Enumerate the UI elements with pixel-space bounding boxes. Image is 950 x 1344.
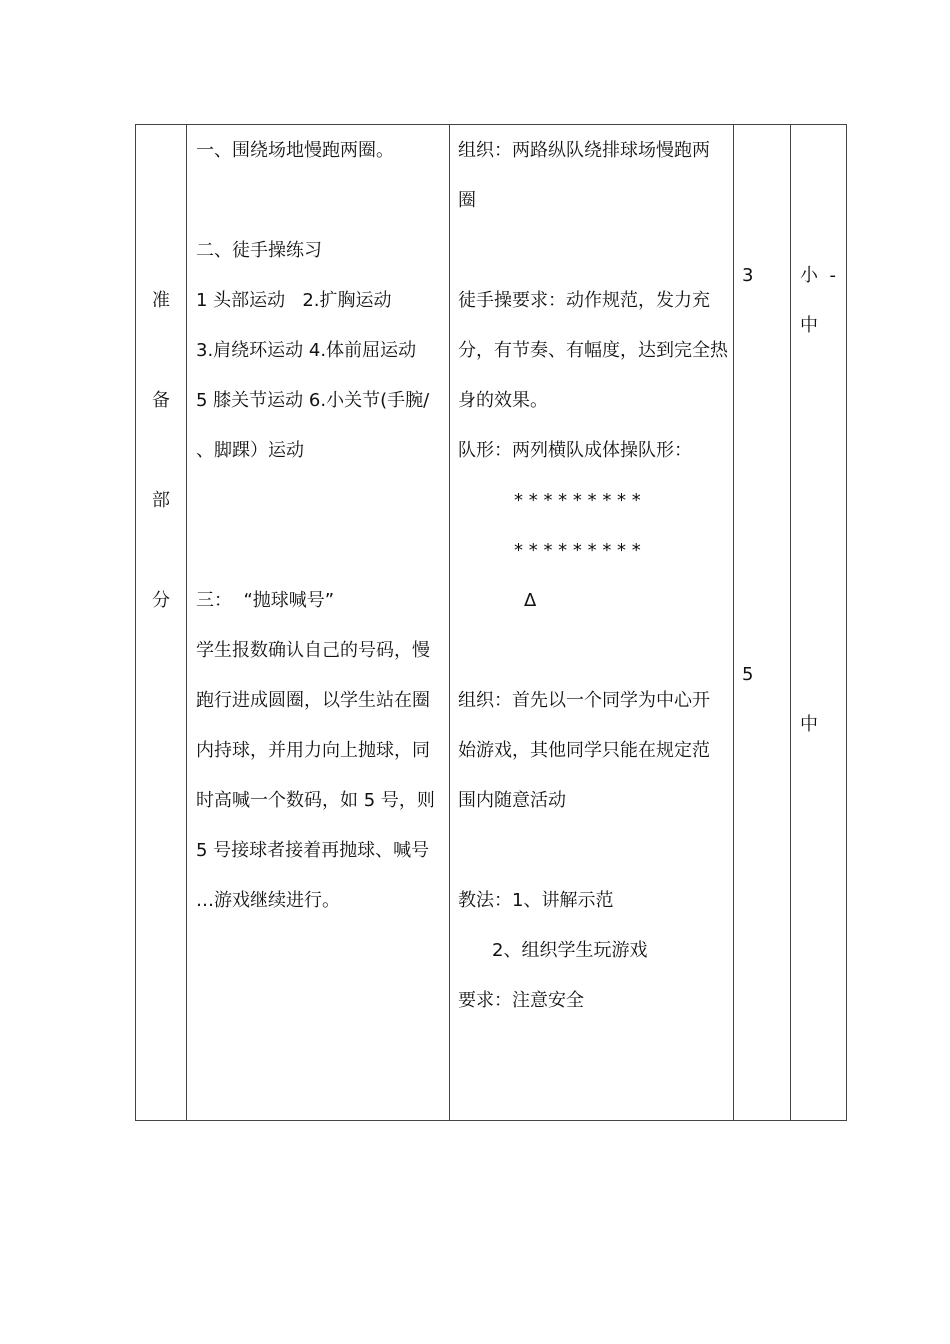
org-text: 围内随意活动 [458,790,566,811]
lesson-plan-table [135,124,847,1121]
blank-line [196,476,446,526]
org-text: 始游戏，其他同学只能在规定范 [458,740,710,761]
formation-row: * * * * * * * * * [514,540,641,561]
intensity-text: 中 [800,315,818,336]
requirement-text: 身的效果。 [458,390,548,411]
intensity-game: 中 [800,714,818,735]
column-divider [790,125,791,1120]
method-text: 2、组织学生玩游戏 [492,940,648,961]
column-divider [186,125,187,1120]
teacher-triangle-icon: Δ [524,590,537,611]
time-warmup: 3 [742,265,754,286]
exercise-line: 3.肩绕环运动 4.体前屈运动 [196,340,417,361]
section-char: 准 [152,290,170,311]
method-text: 教法：1、讲解示范 [458,890,614,911]
requirement-text: 徒手操要求：动作规范，发力充 [458,290,710,311]
exercise-line: 1 头部运动 2.扩胸运动 [196,290,392,311]
game-line: 学生报数确认自己的号码，慢 [196,640,430,661]
formation-label: 队形：两列横队成体操队形： [458,440,692,461]
time-game: 5 [742,664,754,685]
blank-line [458,826,730,876]
game-line: …游戏继续进行。 [196,890,340,911]
section-char: 部 [152,490,170,511]
game-line: 跑行进成圆圈，以学生站在圈 [196,690,430,711]
blank-line [196,526,446,576]
blank-line [458,626,730,676]
column-divider [449,125,450,1120]
game-title: 三： “抛球喊号” [196,590,335,611]
formation-row: * * * * * * * * * [514,490,641,511]
game-line: 内持球，并用力向上抛球，同 [196,740,430,761]
requirement-text: 分，有节奏、有幅度，达到完全热 [458,340,728,361]
game-line: 时高喊一个数码，如 5 号，则 [196,790,435,811]
intensity-text: 小 - [800,265,836,286]
game-line: 5 号接球者接着再抛球、喊号 [196,840,430,861]
org-text: 圈 [458,190,476,211]
org-text: 组织：两路纵队绕排球场慢跑两 [458,140,710,161]
exercise-line: 5 膝关节运动 6.小关节(手腕/ [196,390,430,411]
content-cell [196,126,446,926]
exercise-title: 二、徒手操练习 [196,240,322,261]
blank-line [458,226,730,276]
intensity-warmup [800,251,846,351]
exercise-line: 、脚踝）运动 [196,440,304,461]
column-divider [733,125,734,1120]
org-text: 组织：首先以一个同学为中心开 [458,690,710,711]
section-char: 分 [152,590,170,611]
requirement-text: 要求：注意安全 [458,990,584,1011]
section-char: 备 [152,390,170,411]
warmup-run-text: 一、围绕场地慢跑两圈。 [196,140,394,161]
blank-line [196,176,446,226]
organization-cell [458,126,730,1026]
